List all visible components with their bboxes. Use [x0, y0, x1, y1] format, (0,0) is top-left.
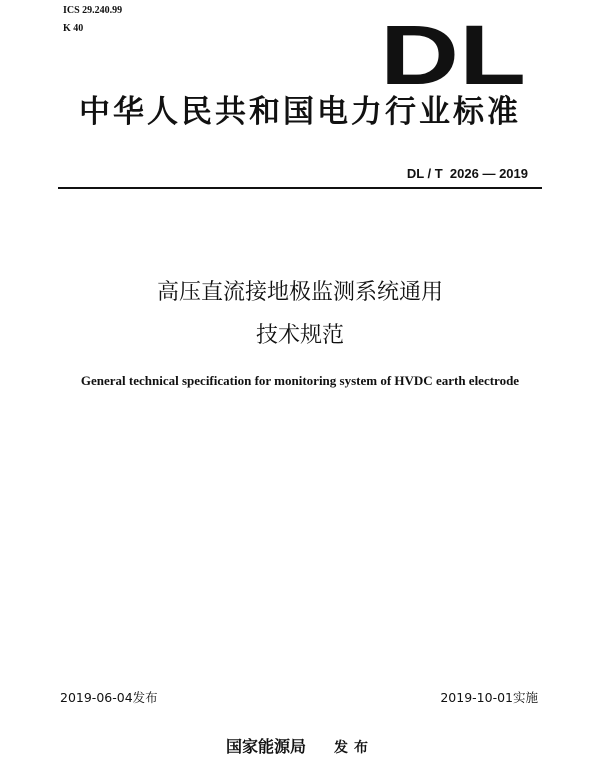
ccs-code: K 40: [63, 23, 84, 34]
header-divider: [58, 187, 542, 189]
chinese-title-line-2: 技术规范: [255, 323, 344, 348]
publisher-name: 国家能源局: [225, 737, 306, 756]
standard-type-heading: 中华人民共和国电力行业标准: [79, 94, 521, 130]
english-title: General technical specification for monitoring system of HVDC earth electrode: [80, 373, 520, 388]
dl-logo: [378, 18, 528, 88]
issue-date: 2019-06-04发布: [60, 690, 158, 705]
effective-date: 2019-10-01实施: [440, 690, 538, 705]
ics-code: ICS 29.240.99: [63, 5, 123, 16]
standard-number: DL / T 2026 — 2019: [406, 166, 528, 181]
chinese-title-line-1: 高压直流接地极监测系统通用: [156, 280, 443, 305]
dl-logo-text: DL: [380, 18, 526, 88]
publisher-label: 发布: [334, 740, 374, 756]
publisher-line: [0, 737, 600, 758]
